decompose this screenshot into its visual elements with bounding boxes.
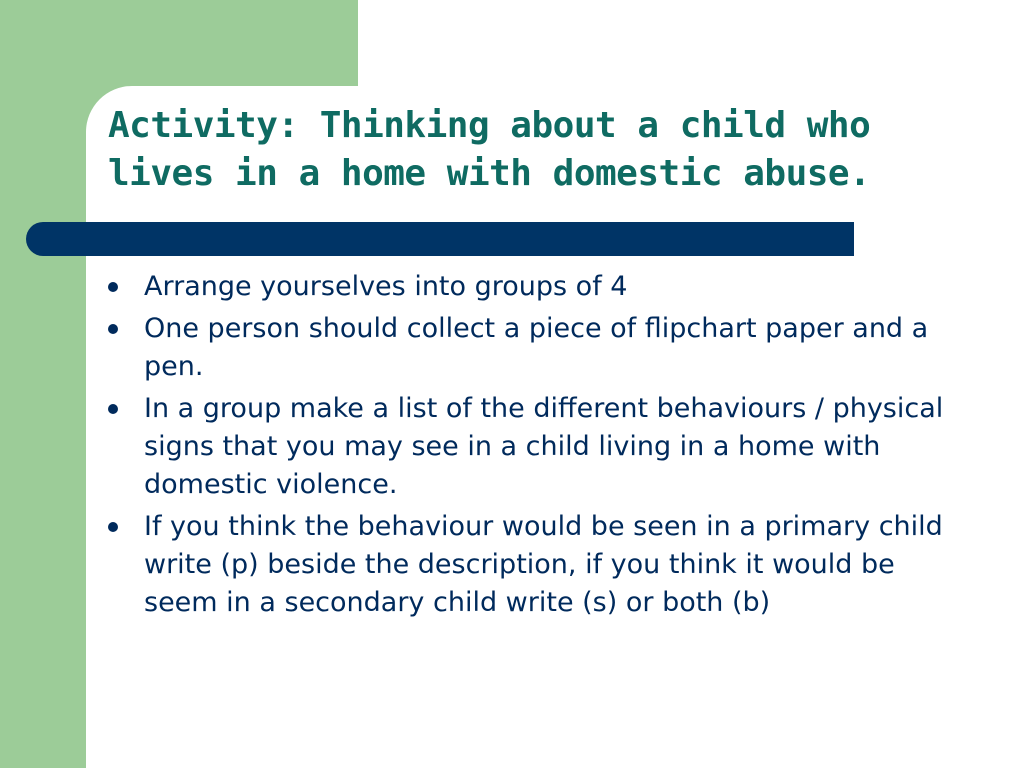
bullet-list [108, 268, 958, 626]
slide-title: Activity: Thinking about a child who lives in a home with domestic abuse. [108, 105, 871, 194]
bullet-text: Arrange yourselves into groups of 4 [144, 271, 628, 302]
bullet-text: In a group make a list of the different behaviours / physical signs that you may see in a child living in a home with domestic violence. [144, 393, 944, 500]
bullet-dot-icon [108, 522, 118, 532]
bullet-dot-icon [108, 282, 118, 292]
bullet-text: If you think the behaviour would be seen in a primary child write (p) beside the description, if you think it would be seem in a secondary child write (s) or both (b) [144, 511, 943, 618]
bullet-dot-icon [108, 324, 118, 334]
bullet-dot-icon [108, 404, 118, 414]
bullet-text: One person should collect a piece of flipchart paper and a pen. [144, 313, 929, 382]
bullet-item [108, 310, 958, 386]
bullet-item [108, 508, 958, 622]
bullet-item [108, 390, 958, 504]
title-divider-bar [26, 222, 854, 256]
bullet-item [108, 268, 958, 306]
